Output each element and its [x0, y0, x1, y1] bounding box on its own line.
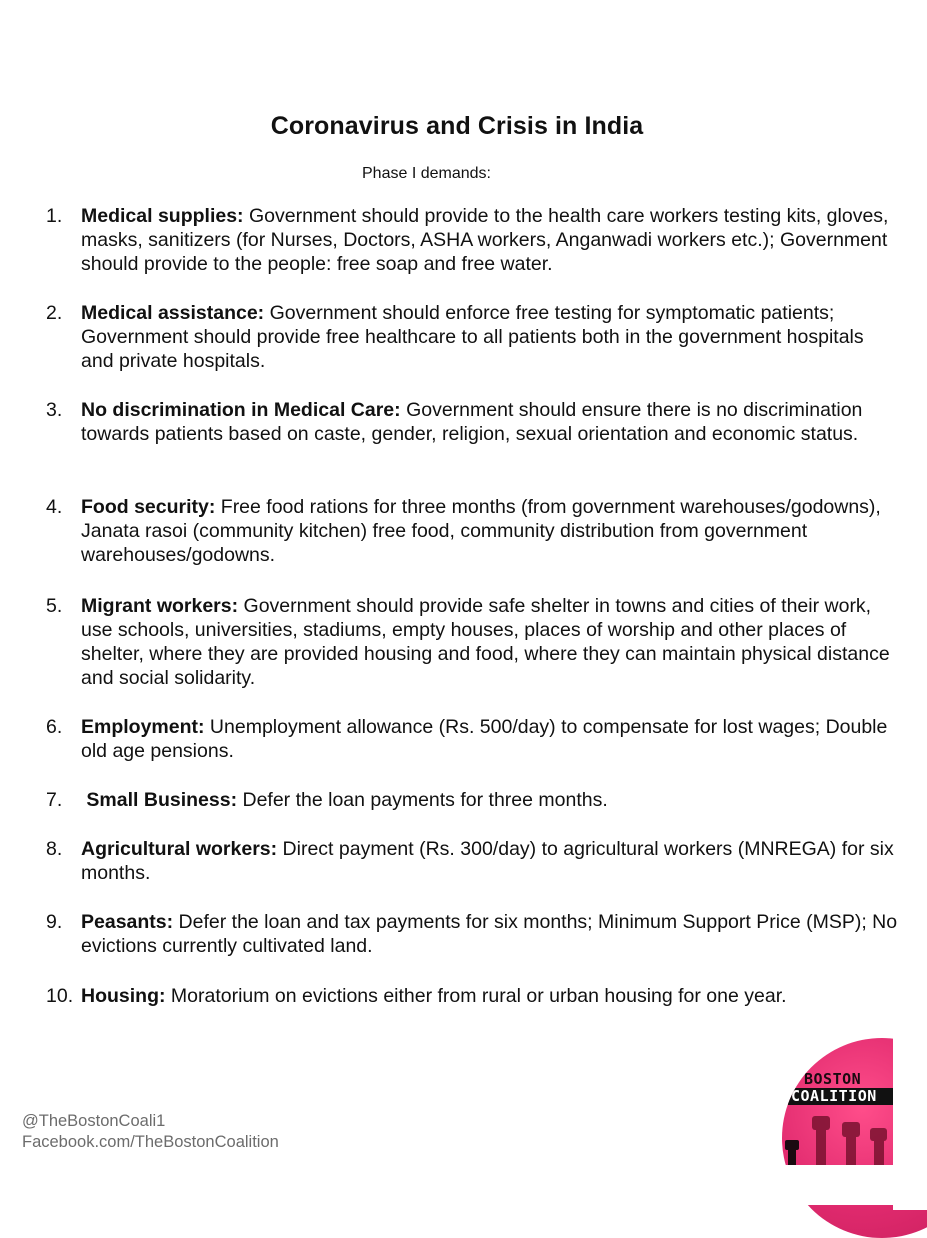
demand-number: 2.	[46, 302, 63, 324]
demand-text: Defer the loan and tax payments for six months; Minimum Support Price (MSP); No evictions currently cultivated land.	[81, 911, 898, 957]
demand-number: 9.	[46, 911, 63, 933]
footer-facebook[interactable]: Facebook.com/TheBostonCoalition	[22, 1133, 279, 1151]
demand-label: Agricultural workers:	[81, 838, 278, 860]
demand-text: Defer the loan payments for three months.	[237, 789, 608, 811]
logo-line1: BOSTON	[804, 1070, 862, 1088]
demand-label: Housing:	[81, 985, 166, 1007]
demand-label: No discrimination in Medical Care:	[81, 399, 401, 421]
demand-number: 7.	[46, 789, 63, 811]
demand-number: 10.	[46, 985, 74, 1007]
demand-text: Moratorium on evictions either from rural or urban housing for one year.	[165, 985, 787, 1007]
demand-text: Government should provide safe shelter in towns and cities of their work, use schools, universities, stadiums, empty houses, places of worship and other places of shelter, where they are provided housing and food, where they can maintain physical distance and social solidarity.	[81, 595, 890, 689]
demand-number: 3.	[46, 399, 63, 421]
demand-text: Direct payment (Rs. 300/day) to agricultural workers (MNREGA) for six months.	[81, 838, 894, 884]
demand-label: Peasants:	[81, 911, 174, 933]
demand-label: Employment:	[81, 716, 205, 738]
demand-label: Medical assistance:	[81, 302, 265, 324]
page-title: Coronavirus and Crisis in India	[270, 112, 644, 140]
demand-text: Government should enforce free testing for symptomatic patients; Government should provide free healthcare to all patients both in the government hospitals and private hospitals.	[81, 302, 864, 372]
demand-text: Government should provide to the health care workers testing kits, gloves, masks, sanitizers (for Nurses, Doctors, ASHA workers, Anganwadi workers etc.); Government should provide to the people: free soap and free water.	[81, 205, 889, 275]
demand-number: 1.	[46, 205, 63, 227]
footer-twitter[interactable]: @TheBostonCoali1	[22, 1112, 166, 1130]
logo-line2: COALITION	[788, 1088, 914, 1105]
demand-text: Free food rations for three months (from government warehouses/godowns), Janata rasoi (community kitchen) free food, community distribution from government warehouses/godowns.	[81, 496, 881, 566]
page-margin	[770, 1165, 927, 1205]
demand-text: Unemployment allowance (Rs. 500/day) to compensate for lost wages; Double old age pensions.	[81, 716, 888, 762]
demand-number: 5.	[46, 595, 63, 617]
demand-label: Migrant workers:	[81, 595, 239, 617]
demand-label: Small Business:	[81, 789, 238, 811]
demand-label: Food security:	[81, 496, 216, 518]
demand-label: Medical supplies:	[81, 205, 244, 227]
page-subtitle: Phase I demands:	[362, 165, 491, 182]
demand-number: 8.	[46, 838, 63, 860]
demand-text: Government should ensure there is no discrimination towards patients based on caste, gender, religion, sexual orientation and economic status.	[81, 399, 863, 445]
raised-fists-icon	[782, 1108, 902, 1168]
demand-number: 4.	[46, 496, 63, 518]
demand-number: 6.	[46, 716, 63, 738]
